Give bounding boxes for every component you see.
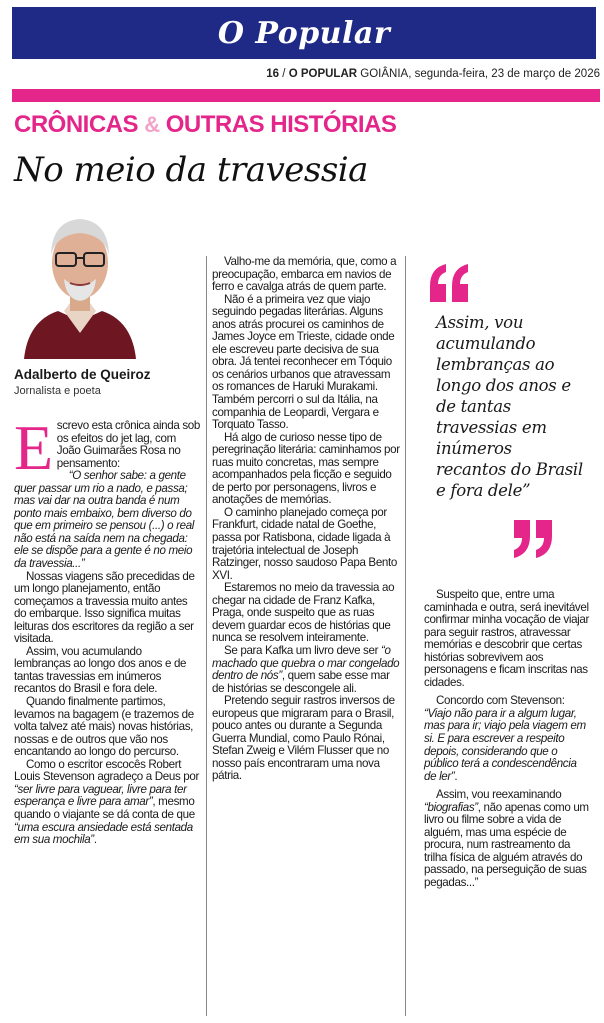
drop-cap: E (14, 412, 53, 483)
quote-paragraph: “O senhor sabe: a gente quer passar um rio a nado, e passa; mas vai dar na outra banda é num ponto mais embaixo, bem diverso do que em primeiro se pensou (...) o real não está na saída nem na chegada: ele se dispõe para a gente é no meio da travessia...” (14, 469, 195, 571)
headline: No meio da travessia (14, 150, 368, 190)
paragraph: Nossas viagens são precedidas de um longo planejamento, então começamos a travessia muito antes do embarque. Isso significa muitas leituras dos escritores da região a ser visitada. (14, 569, 195, 646)
paragraph: Assim, vou reexaminando “biografias”, não apenas como um livro ou filme sobre a vida de alguém, mas uma espécie de procura, num rastreamento da trilha física de alguém através do passado, na perseguição de suas pegadas...” (424, 788, 589, 890)
column-divider-2 (405, 256, 406, 1016)
author-photo (18, 203, 142, 359)
paragraph: Quando finalmente partimos, levamos na bagagem (e trazemos de volta talvez até mais) novas histórias, nossas e de outros que vão nos encantando ao longo do percurso. (14, 695, 194, 759)
paragraph: Valho-me da memória, que, como a preocupação, embarca em navios de ferro e cavalga atrás de quem parte. (212, 255, 397, 294)
paragraph: Suspeito que, entre uma caminhada e outra, será inevitável confirmar minha vocação de viajar para seguir rastros, atravessar memórias e descobrir que certas histórias sobrevivem aos personagens e ficam inscritas nas cidades. (424, 588, 590, 689)
paragraph: O caminho planejado começa por Frankfurt, cidade natal de Goethe, passa por Ratisbona, cidade ligada à trajetória intelectual de Joseph Ratzinger, nosso saudoso Papa Bento XVI. (212, 505, 397, 582)
paragraph: Como o escritor escocês Robert Louis Stevenson agradeço a Deus por “ser livre para vaguear, livre para ter esperança e livre para amar”, mesmo quando o viajante se dá conta de que “uma escura ansiedade está sentada em sua mochila”. (14, 757, 199, 847)
close-quote-icon (510, 518, 556, 560)
open-quote-icon (426, 262, 472, 304)
page-number: 16 (266, 68, 280, 80)
paragraph: Escrevo esta crônica ainda sob os efeitos do jet lag, com João Guimarães Rosa no pensamento: (14, 412, 200, 483)
paragraph: Assim, vou acumulando lembranças ao longo dos anos e de tantas travessias em inúmeros recantos do Brasil e fora dele. (14, 644, 187, 696)
article-column-1 (14, 412, 200, 847)
author-name: Adalberto de Queiroz (14, 367, 151, 382)
dateline: GOIÂNIA, segunda-feira, 23 de março de 2026 (360, 68, 600, 80)
section-color-bar (12, 89, 600, 102)
paragraph: Pretendo seguir rastros inversos de europeus que migraram para o Brasil, pouco antes ou durante a Segunda Guerra Mundial, como Paulo Rónai, Stefan Zweig e Vilém Flusser que no nosso país encontraram uma nova pátria. (212, 694, 395, 783)
section-title (14, 111, 396, 139)
paragraph: Estaremos no meio da travessia ao chegar na cidade de Franz Kafka, Praga, onde suspeito que as ruas devem guardar ecos de histórias que nunca se resolvem inteiramente. (212, 581, 395, 645)
paragraph: Concordo com Stevenson: “Viajo não para ir a algum lugar, mas para ir; viajo pela viagem em si. E para escrever a respeito depois, considerando que o público terá a condescendência de ler”. (424, 694, 586, 783)
newspaper-logo: O Popular (217, 15, 391, 51)
pull-quote: Assim, vou acumulando lembranças ao longo dos anos e de tantas travessias em inúmeros recantos do Brasil e fora dele” (436, 313, 583, 500)
article-column-2 (212, 256, 400, 783)
column-divider-1 (206, 256, 207, 1016)
folio-line (0, 68, 600, 80)
section-title-part2: OUTRAS HISTÓRIAS (165, 111, 397, 138)
section-title-part1: CRÔNICAS (14, 111, 139, 138)
folio-separator: / (282, 68, 286, 80)
masthead (12, 7, 596, 59)
author-role: Jornalista e poeta (14, 385, 101, 397)
paper-name: O POPULAR (288, 68, 358, 80)
paragraph: Não é a primeira vez que viajo seguindo pegadas literárias. Alguns anos atrás procurei os caminhos de James Joyce em Trieste, cidade onde ele escreveu parte decisiva de sua obra. Já tentei reconhecer em Tóquio os cenários urbanos que atravessam os romances de Haruki Murakami. Também percorri o sul da Itália, na companhia de Leopardi, Vergara e Torquato Tasso. (212, 292, 395, 432)
paragraph: Se para Kafka um livro deve ser “o machado que quebra o mar congelado dentro de nós”, quem sabe esse mar de histórias se descongele ali. (212, 643, 400, 695)
paragraph: Há algo de curioso nesse tipo de peregrinação literária: caminhamos por ruas muito concretas, mas sempre acompanhados pela ficção e seguido de perto por personagens, livros e anotações de memórias. (212, 430, 400, 507)
section-ampersand: & (144, 112, 160, 137)
article-column-3 (424, 589, 590, 890)
